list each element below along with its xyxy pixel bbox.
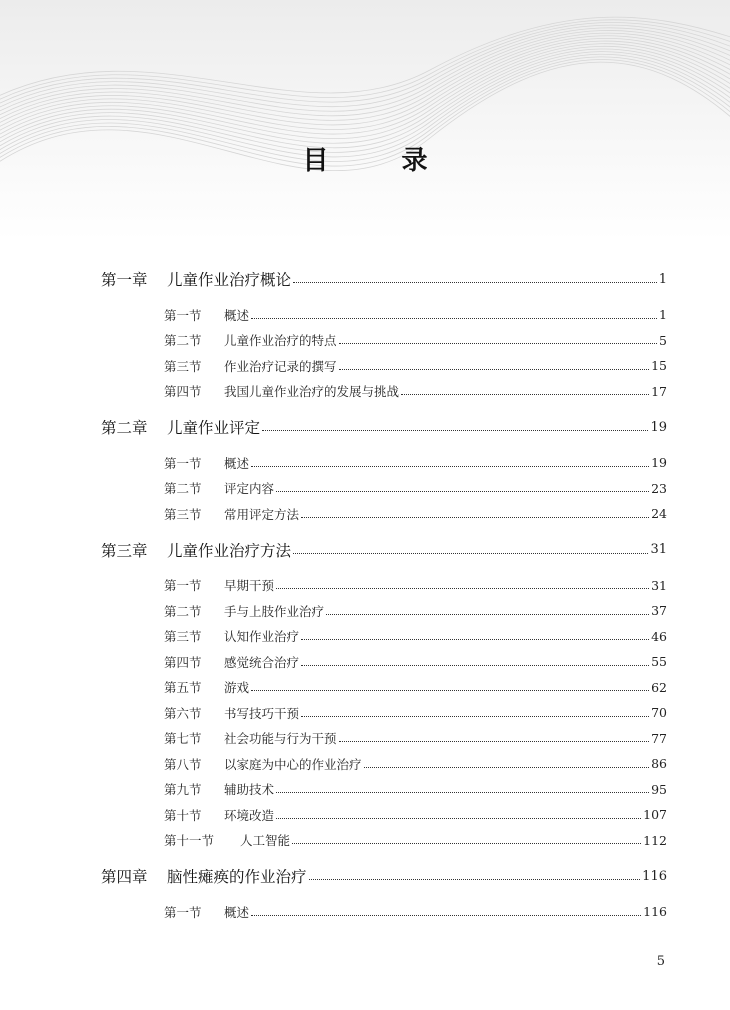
toc-section[interactable]	[101, 379, 667, 405]
toc-section[interactable]	[101, 777, 667, 803]
section-title: 社会功能与行为干预	[224, 731, 337, 747]
leader-dots	[364, 766, 650, 768]
chapter-title: 儿童作业治疗方法	[167, 541, 292, 560]
toc-section[interactable]	[101, 828, 667, 854]
section-number: 第五节	[164, 680, 202, 696]
section-title: 概述	[224, 455, 250, 471]
page-ref: 1	[659, 307, 667, 323]
leader-dots	[309, 878, 641, 880]
toc-chapter[interactable]	[101, 256, 667, 302]
section-title: 概述	[224, 307, 250, 323]
leader-dots	[301, 638, 649, 640]
leader-dots	[251, 317, 657, 319]
wave-line	[0, 49, 730, 148]
section-title: 以家庭为中心的作业治疗	[224, 756, 362, 772]
wave-line	[0, 30, 730, 120]
section-number: 第八节	[164, 756, 202, 772]
chapter-number: 第一章	[101, 271, 148, 289]
section-title: 环境改造	[224, 807, 275, 823]
leader-dots	[326, 613, 649, 615]
section-number: 第九节	[164, 782, 202, 798]
section-title: 书写技巧干预	[224, 705, 300, 721]
leader-dots	[276, 791, 649, 793]
page-ref: 19	[651, 455, 667, 471]
toc-section[interactable]	[101, 353, 667, 379]
section-title: 游戏	[224, 680, 250, 696]
toc-section[interactable]	[101, 649, 667, 675]
toc-section[interactable]	[101, 624, 667, 650]
wave-line	[0, 20, 730, 104]
toc-section[interactable]	[101, 751, 667, 777]
section-title: 辅助技术	[224, 782, 275, 798]
page-ref: 31	[651, 577, 667, 593]
section-title: 手与上肢作业治疗	[224, 603, 325, 619]
wave-line	[0, 28, 730, 116]
section-number: 第二节	[164, 333, 202, 349]
section-title: 评定内容	[224, 481, 275, 497]
section-number: 第一节	[164, 455, 202, 471]
chapter-title: 儿童作业评定	[167, 419, 261, 437]
page-ref: 1	[658, 271, 667, 287]
page-ref: 77	[651, 730, 667, 746]
page-ref: 31	[650, 542, 667, 557]
page-ref: 19	[650, 419, 667, 435]
leader-dots	[276, 490, 649, 492]
page-ref: 86	[651, 756, 667, 772]
section-number: 第三节	[164, 506, 202, 522]
toc-section[interactable]	[101, 328, 667, 354]
section-title: 早期干预	[224, 578, 275, 594]
toc-chapter[interactable]	[101, 853, 667, 899]
chapter-number: 第四章	[101, 868, 148, 886]
section-number: 第三节	[164, 358, 202, 374]
leader-dots	[262, 429, 648, 431]
page-ref: 62	[651, 679, 667, 695]
section-title: 概述	[224, 904, 250, 920]
page-ref: 95	[651, 781, 667, 797]
page-title: 目 录	[302, 146, 460, 176]
page-ref: 46	[651, 628, 667, 644]
page-ref: 70	[651, 705, 667, 721]
toc-section[interactable]	[101, 302, 667, 328]
section-number: 第十一节	[164, 833, 215, 849]
leader-dots	[251, 914, 641, 916]
section-number: 第七节	[164, 731, 202, 747]
section-number: 第一节	[164, 307, 202, 323]
table-of-contents	[101, 256, 667, 925]
toc-section[interactable]	[101, 476, 667, 502]
section-title: 常用评定方法	[224, 506, 300, 522]
section-number: 第三节	[164, 629, 202, 645]
leader-dots	[293, 552, 648, 554]
page-ref: 5	[659, 332, 667, 348]
toc-chapter[interactable]	[101, 527, 667, 573]
section-title: 感觉统合治疗	[224, 654, 300, 670]
toc-section[interactable]	[101, 700, 667, 726]
leader-dots	[251, 465, 649, 467]
page-ref: 112	[643, 832, 667, 848]
leader-dots	[401, 393, 649, 395]
page-ref: 55	[651, 654, 667, 670]
page-ref: 116	[642, 868, 667, 884]
page-number: 5	[656, 954, 665, 969]
wave-line	[0, 17, 730, 100]
page-ref: 107	[643, 807, 667, 823]
section-number: 第二节	[164, 481, 202, 497]
section-title: 人工智能	[240, 833, 291, 849]
leader-dots	[339, 740, 650, 742]
leader-dots	[251, 689, 649, 691]
toc-section[interactable]	[101, 450, 667, 476]
section-number: 第十节	[164, 807, 202, 823]
toc-section[interactable]	[101, 573, 667, 599]
section-number: 第一节	[164, 578, 202, 594]
section-number: 第四节	[164, 384, 202, 400]
section-number: 第二节	[164, 603, 202, 619]
leader-dots	[339, 342, 657, 344]
toc-section[interactable]	[101, 802, 667, 828]
page-ref: 116	[643, 904, 667, 920]
leader-dots	[293, 281, 657, 283]
page-ref: 17	[651, 383, 667, 399]
section-title: 作业治疗记录的撰写	[224, 358, 337, 374]
page-ref: 15	[651, 358, 667, 374]
toc-section[interactable]	[101, 598, 667, 624]
chapter-number: 第三章	[101, 541, 148, 560]
toc-chapter[interactable]	[101, 404, 667, 450]
leader-dots	[301, 715, 649, 717]
toc-section[interactable]	[101, 501, 667, 527]
page-ref: 37	[651, 603, 667, 619]
section-title: 认知作业治疗	[224, 629, 300, 645]
chapter-number: 第二章	[101, 419, 148, 437]
toc-section[interactable]	[101, 899, 667, 925]
decorative-wave-lines	[0, 0, 730, 240]
chapter-title: 脑性瘫痪的作业治疗	[167, 868, 307, 886]
section-number: 第四节	[164, 654, 202, 670]
leader-dots	[276, 817, 641, 819]
leader-dots	[276, 587, 649, 589]
section-number: 第一节	[164, 904, 202, 920]
section-title: 我国儿童作业治疗的发展与挑战	[224, 384, 400, 400]
leader-dots	[292, 842, 641, 844]
toc-section[interactable]	[101, 675, 667, 701]
chapter-title: 儿童作业治疗概论	[167, 271, 292, 289]
section-number: 第六节	[164, 705, 202, 721]
leader-dots	[301, 516, 649, 518]
toc-section[interactable]	[101, 726, 667, 752]
section-title: 儿童作业治疗的特点	[224, 333, 337, 349]
page-ref: 24	[651, 506, 667, 522]
leader-dots	[301, 664, 649, 666]
leader-dots	[339, 368, 650, 370]
page-ref: 23	[651, 480, 667, 496]
